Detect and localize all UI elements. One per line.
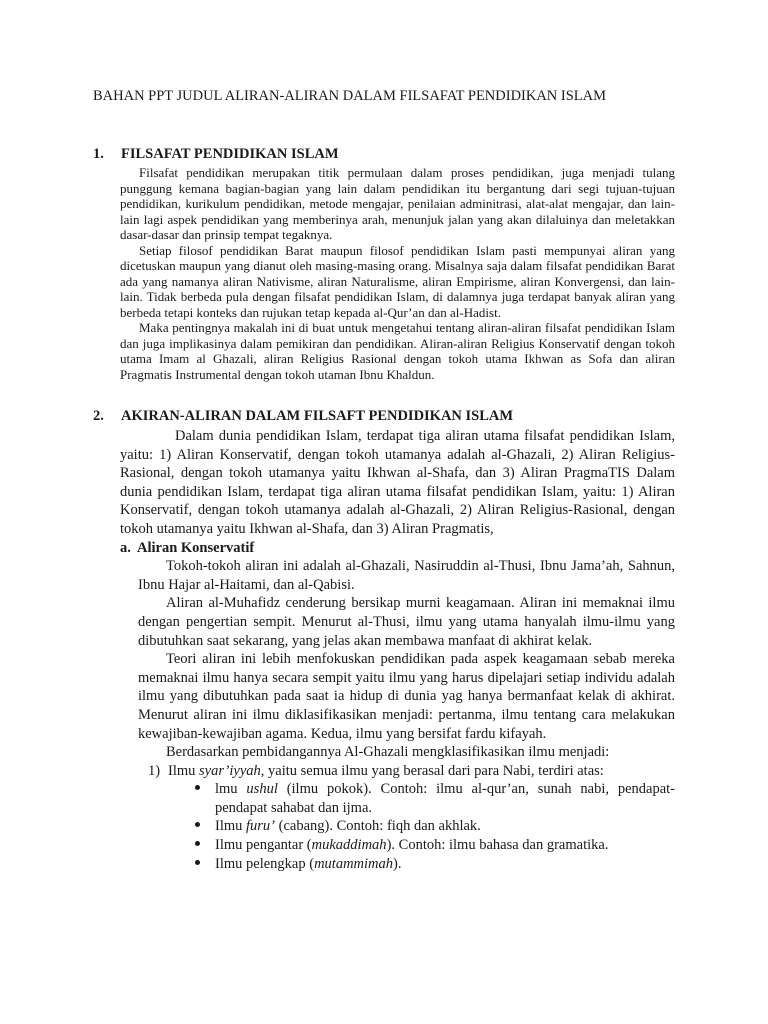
section-number: 1. xyxy=(93,146,104,162)
numbered-item xyxy=(48,762,675,781)
paragraph: Filsafat pendidikan merupakan titik permulaan dalam proses pendidikan, juga menjadi tulang punggung kemana bagian-bagian yang lain dalam pendidikan itu bergantung dari segi tujuan-tujuan pendidikan, kurikulum pendidikan, metode mengajar, penilaian adminitrasi, alat-alat mengajar, dan lain-lain lagi aspek pendidikan yang memberinya arah, menunjuk jalan yang akan dilaluinya dan meletakkan dasar-dasar dan prinsip tempat tegaknya. xyxy=(120,165,675,242)
section-heading xyxy=(93,408,675,425)
term: syar’iyyah xyxy=(199,762,261,779)
paragraph: Tokoh-tokoh aliran ini adalah al-Ghazali, Nasiruddin al-Thusi, Ibnu Jama’ah, Sahnun, Ibnu Hajar al-Haitami, dan al-Qabisi. xyxy=(138,558,675,593)
list-item: lmu ushul (ilmu pokok). Contoh: ilmu al-qur’an, sunah nabi, pendapat-pendapat sahabat dan ijma. xyxy=(193,780,675,817)
list-item: Ilmu furu’ (cabang). Contoh: fiqh dan akhlak. xyxy=(193,817,675,836)
bullet-icon xyxy=(193,836,215,855)
bullet-icon xyxy=(193,855,215,874)
item-text: Ilmu syar’iyyah, yaitu semua ilmu yang berasal dari para Nabi, terdiri atas: xyxy=(168,762,604,779)
section-title: AKIRAN-ALIRAN DALAM FILSAFT PENDIDIKAN ISLAM xyxy=(121,408,514,424)
term: mutammimah xyxy=(314,855,394,872)
section-aliran-aliran xyxy=(93,408,675,873)
section-number: 2. xyxy=(93,408,104,424)
bullet-list xyxy=(48,780,675,873)
subsection-title: Aliran Konservatif xyxy=(137,539,255,556)
subsection-heading xyxy=(93,539,675,558)
bullet-icon xyxy=(193,817,215,836)
list-item: Ilmu pengantar (mukaddimah). Contoh: ilmu bahasa dan gramatika. xyxy=(193,836,675,855)
paragraph: Aliran al-Muhafidz cenderung bersikap murni keagamaan. Aliran ini memaknai ilmu dengan pengertian sempit. Menurut al-Thusi, ilmu yang utama hanyalah ilmu-ilmu yang dibutuhkan saat sekarang, yang jelas akan membawa manfaat di akhirat kelak. xyxy=(138,595,675,649)
list-item: Ilmu pelengkap (mutammimah). xyxy=(193,855,675,874)
intro-paragraph: Dalam dunia pendidikan Islam, terdapat tiga aliran utama filsafat pendidikan Islam, yaitu: 1) Aliran Konservatif, dengan tokoh utamanya adalah al-Ghazali, 2) Aliran Religius-Rasional, dengan tokoh utamanya yaitu Ikhwan al-Shafa, dan 3) Aliran PragmaTIS Dalam dunia pendidikan Islam, terdapat tiga aliran utama filsafat pendidikan Islam, yaitu: 1) Aliran Konservatif, dengan tokoh utamanya adalah al-Ghazali, 2) Aliran Religius-Rasional, dengan tokoh utamanya yaitu Ikhwan al-Shafa, dan 3) Aliran Pragmatis, xyxy=(120,428,675,537)
section-heading xyxy=(93,146,675,163)
paragraph: Teori aliran ini lebih menfokuskan pendidikan pada aspek keagamaan sebab mereka memaknai ilmu hanya secara sempit yaitu ilmu yang harus dipelajari setiap individu adalah ilmu yang dibutuhkan pada saat ia hidup di dunia yag hanya bermanfaat kelak di akhirat. Menurut aliran ini ilmu diklasifikasikan menjadi: pertanma, ilmu tentang cara melakukan kewajiban-kewajiban agama. Kedua, ilmu yang bersifat fardu kifayah. xyxy=(138,651,675,742)
paragraph: Berdasarkan pembidangannya Al-Ghazali mengklasifikasikan ilmu menjadi: xyxy=(166,744,610,761)
paragraph: Maka pentingnya makalah ini di buat untuk mengetahui tentang aliran-aliran filsafat pendidikan Islam dan juga implikasinya dalam pemikiran dan pendidikan. Aliran-aliran Religius Konservatif dengan tokoh utama Imam al Ghazali, aliran Religius Rasional dengan tokoh utama Ikhwan as Sofa dan aliran Pragmatis Instrumental dengan tokoh utaman Ibnu Khaldun. xyxy=(120,320,675,382)
term: ushul xyxy=(246,781,278,798)
subsection-letter: a. xyxy=(120,539,131,556)
bullet-icon xyxy=(193,780,215,817)
document-title: BAHAN PPT JUDUL ALIRAN-ALIRAN DALAM FILSAFAT PENDIDIKAN ISLAM xyxy=(93,88,607,104)
section-filsafat-pendidikan-islam xyxy=(93,146,675,382)
term: furu’ xyxy=(246,818,276,835)
section-title: FILSAFAT PENDIDIKAN ISLAM xyxy=(121,146,339,162)
paragraph: Setiap filosof pendidikan Barat maupun filosof pendidikan Islam pasti mempunyai aliran yang dicetuskan maupun yang dianut oleh masing-masing orang. Misalnya saja dalam filsafat pendidikan Barat ada yang namanya aliran Nativisme, aliran Naturalisme, aliran Empirisme, aliran Konvergensi, dan lain-lain. Tidak berbeda pula dengan filsafat pendidikan Islam, di dalamnya juga terdapat banyak aliran yang berbeda tetapi konteks dan rujukan tetap kepada al-Qur’an dan al-Hadist. xyxy=(120,242,675,320)
item-number: 1) xyxy=(148,762,161,779)
term: mukaddimah xyxy=(311,837,387,854)
